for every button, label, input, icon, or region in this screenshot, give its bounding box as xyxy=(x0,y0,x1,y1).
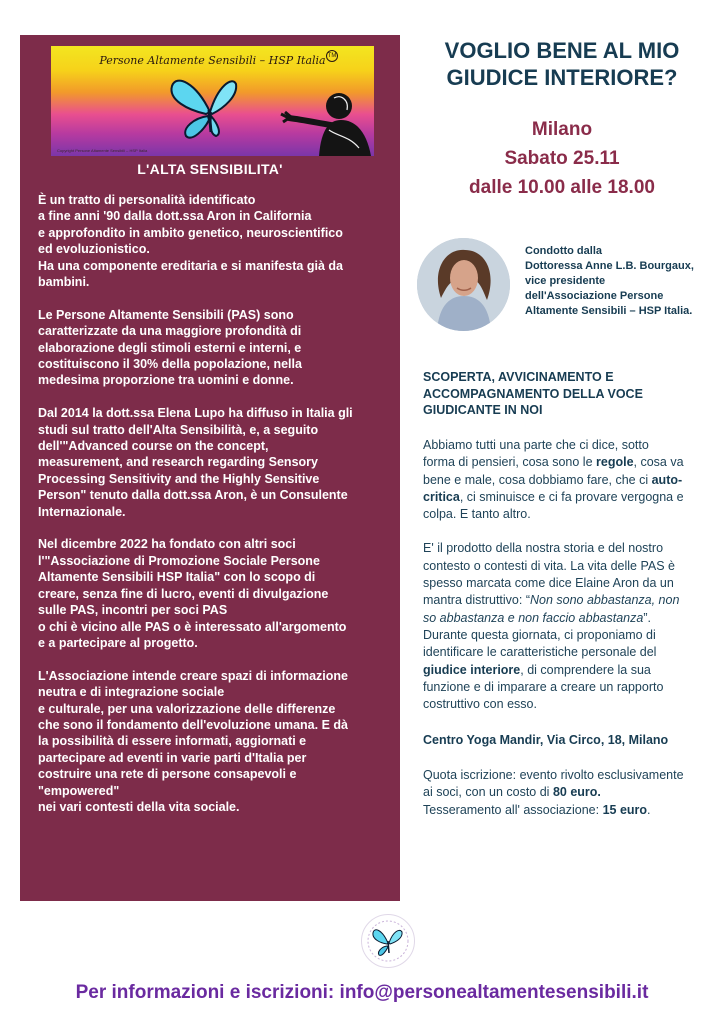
text-line: L'Associazione intende creare spazi di informazione xyxy=(38,668,348,683)
text-line: È un tratto di personalità identificato xyxy=(38,193,256,207)
text-line: costituiscono il 30% della popolazione, nella xyxy=(38,357,302,372)
speaker-line: vice presidente xyxy=(525,275,606,287)
banner-copyright: Copyright Persone Altamente Sensibili – HSP Italia xyxy=(57,148,148,153)
text-line xyxy=(423,558,715,575)
text-line: medesima proporzione tra uomini e donne. xyxy=(38,373,294,388)
text-line: la possibilità di essere informati, aggiornati e xyxy=(38,734,307,749)
text-run: funzione e di imparare a creare un rapporto xyxy=(423,679,664,694)
association-logo xyxy=(361,914,415,968)
workshop-heading xyxy=(423,369,713,419)
text-run: , di comprendere la sua xyxy=(520,662,651,677)
text-line xyxy=(423,802,715,819)
left-paragraph xyxy=(38,536,388,651)
text-line xyxy=(423,489,715,506)
text-run: Durante questa giornata, ci proponiamo di xyxy=(423,627,656,642)
text-line: partecipare ad eventi in varie parti d'Italia per xyxy=(38,750,307,765)
human-figure-icon xyxy=(279,90,374,156)
text-line: elaborazione degli stimoli esterni e interni, e xyxy=(38,340,302,355)
text-line xyxy=(423,610,715,627)
text-line: costruire una rete di persone consapevoli e xyxy=(38,767,297,782)
text-run: mantra distruttivo: “ xyxy=(423,593,530,608)
text-line: Person" tenuto dalla dott.ssa Aron, è un Consulente xyxy=(38,488,348,503)
heading-line: ACCOMPAGNAMENTO DELLA VOCE xyxy=(423,386,643,401)
text-line: che sono il fondamento dell'evoluzione umana. E dà xyxy=(38,717,348,732)
text-line xyxy=(423,592,715,609)
speaker-photo xyxy=(417,238,510,331)
italic-quote: so abbastanza e non faccio abbastanza xyxy=(423,610,644,625)
text-run: forma di pensieri, cosa sono le xyxy=(423,455,597,470)
description-paragraph xyxy=(423,540,715,713)
text-line: caratterizzate da una maggiore profondità di xyxy=(38,324,302,339)
text-line: bambini. xyxy=(38,275,90,290)
text-line: Ha una componente ereditaria e si manifesta già da xyxy=(38,258,343,273)
text-run: costruttivo con esso. xyxy=(423,697,537,712)
emphasis: auto- xyxy=(651,472,683,487)
text-run: ”. xyxy=(643,610,651,625)
text-line xyxy=(423,679,715,696)
text-line xyxy=(423,644,715,661)
workshop-description xyxy=(423,437,715,730)
text-line: neutra e di integrazione sociale xyxy=(38,685,225,700)
venue: Centro Yoga Mandir, Via Circo, 18, Milano xyxy=(423,733,669,747)
left-paragraph xyxy=(38,192,388,290)
text-line xyxy=(423,627,715,644)
text-line: studi sul tratto dell'Alta Sensibilità, e, a seguito xyxy=(38,422,319,437)
speaker-line: Condotto dalla xyxy=(525,245,602,257)
text-line: Internazionale. xyxy=(38,504,126,519)
text-line: o chi è vicino alle PAS o è interessato all'argomento xyxy=(38,619,347,634)
speaker-line: Altamente Sensibili – HSP Italia. xyxy=(525,305,693,317)
text-line: nei vari contesti della vita sociale. xyxy=(38,799,240,814)
text-run: Abbiamo tutti una parte che ci dice, sotto xyxy=(423,438,649,452)
text-line: e approfondito in ambito genetico, neuroscientifico xyxy=(38,225,343,240)
text-line xyxy=(423,575,715,592)
text-run: bene e male, cosa dobbiamo fare, che ci xyxy=(423,472,652,487)
left-paragraph xyxy=(38,405,388,520)
emphasis: giudice interiore xyxy=(423,662,521,677)
text-line: Altamente Sensibili HSP Italia" con lo scopo di xyxy=(38,570,316,585)
text-run: E' il prodotto della nostra storia e del nostro xyxy=(423,541,664,556)
text-line: measurement, and research regarding Sensory xyxy=(38,455,318,470)
text-line xyxy=(423,454,715,471)
text-run: colpa. E tanto altro. xyxy=(423,507,531,522)
text-run: contesto o contesti di vita. La vita delle PAS è xyxy=(423,558,675,573)
text-run: , cosa va xyxy=(633,455,684,470)
event-city: Milano xyxy=(531,119,593,140)
text-line xyxy=(423,506,715,523)
text-run: spesso marcata come dice Elaine Aron da un xyxy=(423,576,674,591)
text-line: a fine anni '90 dalla dott.ssa Aron in California xyxy=(38,209,312,224)
emphasis: regole xyxy=(596,455,634,470)
text-line: ed evoluzionistico. xyxy=(38,242,150,257)
portrait-image xyxy=(417,238,510,331)
event-time: dalle 10.00 alle 18.00 xyxy=(469,177,655,198)
banner-title: Persone Altamente Sensibili – HSP Italia xyxy=(99,54,326,67)
page-title xyxy=(412,37,712,91)
italic-quote: Non sono abbastanza, non xyxy=(529,593,680,608)
text-run: Tesseramento all' associazione: xyxy=(423,802,603,817)
text-line: creare, senza fine di lucro, eventi di divulgazione xyxy=(38,586,329,601)
text-line: Le Persone Altamente Sensibili (PAS) sono xyxy=(38,307,294,322)
event-info xyxy=(412,115,712,202)
text-line: "empowered" xyxy=(38,783,120,798)
text-line xyxy=(423,784,715,801)
contact-footer: Per informazioni e iscrizioni: info@personealtamentesensibili.it xyxy=(75,982,649,1003)
speaker-line: dell'Associazione Persone xyxy=(525,290,664,302)
section-heading: L'ALTA SENSIBILITA' xyxy=(137,161,283,177)
text-line xyxy=(423,767,715,784)
text-line: dell'"Advanced course on the concept, xyxy=(38,439,269,454)
event-date: Sabato 25.11 xyxy=(504,148,620,169)
butterfly-icon xyxy=(166,72,256,144)
text-line: l'"Associazione di Promozione Sociale Persone xyxy=(38,553,320,568)
speaker-info xyxy=(525,244,715,319)
left-panel xyxy=(20,35,400,901)
trademark-mark: TM xyxy=(326,50,338,62)
text-run: ai soci, con un costo di xyxy=(423,785,553,800)
emphasis: critica xyxy=(423,489,460,504)
heading-line: SCOPERTA, AVVICINAMENTO E xyxy=(423,370,614,384)
left-paragraph xyxy=(38,668,388,816)
text-line xyxy=(423,540,715,557)
text-line: e culturale, per una valorizzazione delle differenze xyxy=(38,701,336,716)
text-line: Processing Sensitivity and the Highly Sensitive xyxy=(38,471,320,486)
text-run: Quota iscrizione: evento rivolto esclusivamente xyxy=(423,768,684,782)
text-line xyxy=(423,472,715,489)
title-line: VOGLIO BENE AL MIO xyxy=(444,38,680,63)
text-line: Dal 2014 la dott.ssa Elena Lupo ha diffuso in Italia gli xyxy=(38,406,353,421)
hsp-banner xyxy=(51,46,374,156)
fee-info xyxy=(423,767,715,819)
text-line xyxy=(423,696,715,713)
title-line: GIUDICE INTERIORE? xyxy=(446,65,678,90)
text-line: Nel dicembre 2022 ha fondato con altri soci xyxy=(38,537,296,552)
butterfly-icon xyxy=(362,915,414,967)
text-line xyxy=(423,437,715,454)
heading-line: GIUDICANTE IN NOI xyxy=(423,403,543,417)
price: 15 euro xyxy=(602,802,648,817)
text-run: . xyxy=(647,802,651,817)
text-run: , ci sminuisce e ci fa provare vergogna e xyxy=(459,489,684,504)
text-line xyxy=(423,662,715,679)
left-body xyxy=(38,192,388,832)
text-line: sulle PAS, incontri per soci PAS xyxy=(38,603,228,618)
description-paragraph xyxy=(423,437,715,523)
left-paragraph xyxy=(38,307,388,389)
text-run: identificare le caratteristiche personale del xyxy=(423,645,657,660)
price: 80 euro. xyxy=(552,785,601,800)
text-line: e a partecipare al progetto. xyxy=(38,635,198,650)
speaker-line: Dottoressa Anne L.B. Bourgaux, xyxy=(525,260,694,272)
